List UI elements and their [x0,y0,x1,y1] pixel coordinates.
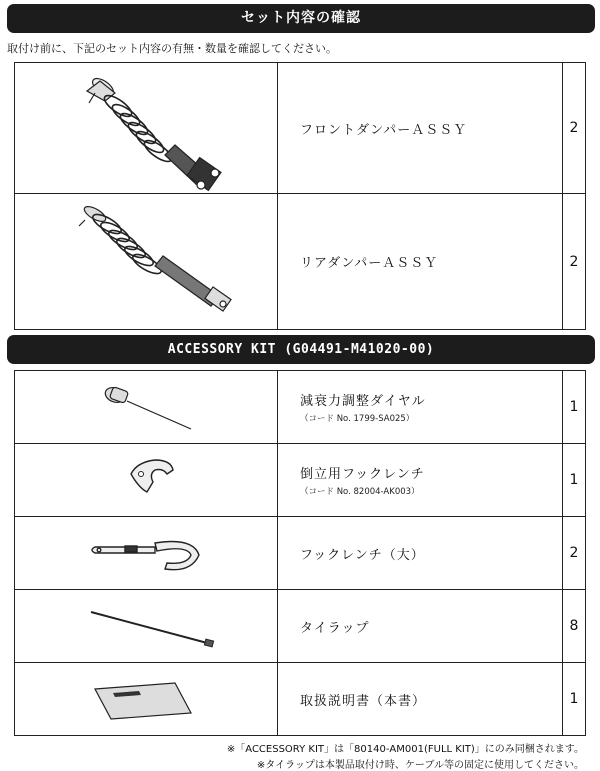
table-row [15,63,586,194]
table-row [15,444,586,517]
item-code: （コード No. 1799-SA025） [300,414,415,424]
item-name-cell [278,63,563,194]
item-name-cell [278,517,563,590]
image-cell [15,663,278,736]
table-row [15,194,586,330]
item-qty: 1 [563,371,586,444]
manual-icon [15,663,277,736]
table-row [15,663,586,736]
item-name: 減衰力調整ダイヤル [300,394,426,409]
image-cell [15,63,278,194]
cable-tie-icon [15,590,277,663]
intro-text: 取付け前に、下記のセット内容の有無・数量を確認してください。 [7,42,337,55]
image-cell [15,444,278,517]
item-name: 取扱説明書（本書） [300,693,427,709]
item-qty: 8 [563,590,586,663]
item-qty: 1 [563,663,586,736]
item-qty: 2 [563,517,586,590]
item-name-cell [278,371,563,444]
rear-damper-icon [15,194,277,330]
image-cell [15,194,278,330]
item-name: タイラップ [300,620,370,636]
item-name: フロントダンパーＡＳＳＹ [300,122,468,138]
item-name: 倒立用フックレンチ [300,467,425,482]
item-code: （コード No. 82004-AK003） [300,487,420,497]
adjust-dial-icon [15,371,277,444]
section-header-set-contents [7,4,595,33]
hook-wrench-small-icon [15,444,277,517]
table-row [15,517,586,590]
image-cell [15,590,278,663]
image-cell [15,517,278,590]
item-qty: 1 [563,444,586,517]
table-row [15,590,586,663]
front-damper-icon [15,63,277,194]
accessory-kit-table [14,370,586,736]
item-name-cell [278,194,563,330]
hook-wrench-large-icon [15,517,277,590]
item-name-cell [278,444,563,517]
item-name: リアダンパーＡＳＳＹ [300,256,439,271]
image-cell [15,371,278,444]
item-qty: 2 [563,194,586,330]
footnote: ※「ACCESSORY KIT」は「80140-AM001(FULL KIT)」にのみ同梱されます。 [226,744,584,755]
footnote: ※タイラップは本製品取付け時、ケーブル等の固定に使用してください。 [256,760,584,771]
table-row [15,371,586,444]
item-name-cell [278,590,563,663]
section-title: セット内容の確認 [241,10,361,26]
section-header-accessory-kit [7,335,595,364]
item-name: フックレンチ（大） [300,547,425,563]
set-contents-table [14,62,586,330]
section-title: ACCESSORY KIT (G04491-M41020-00) [167,342,435,357]
item-name-cell [278,663,563,736]
item-qty: 2 [563,63,586,194]
